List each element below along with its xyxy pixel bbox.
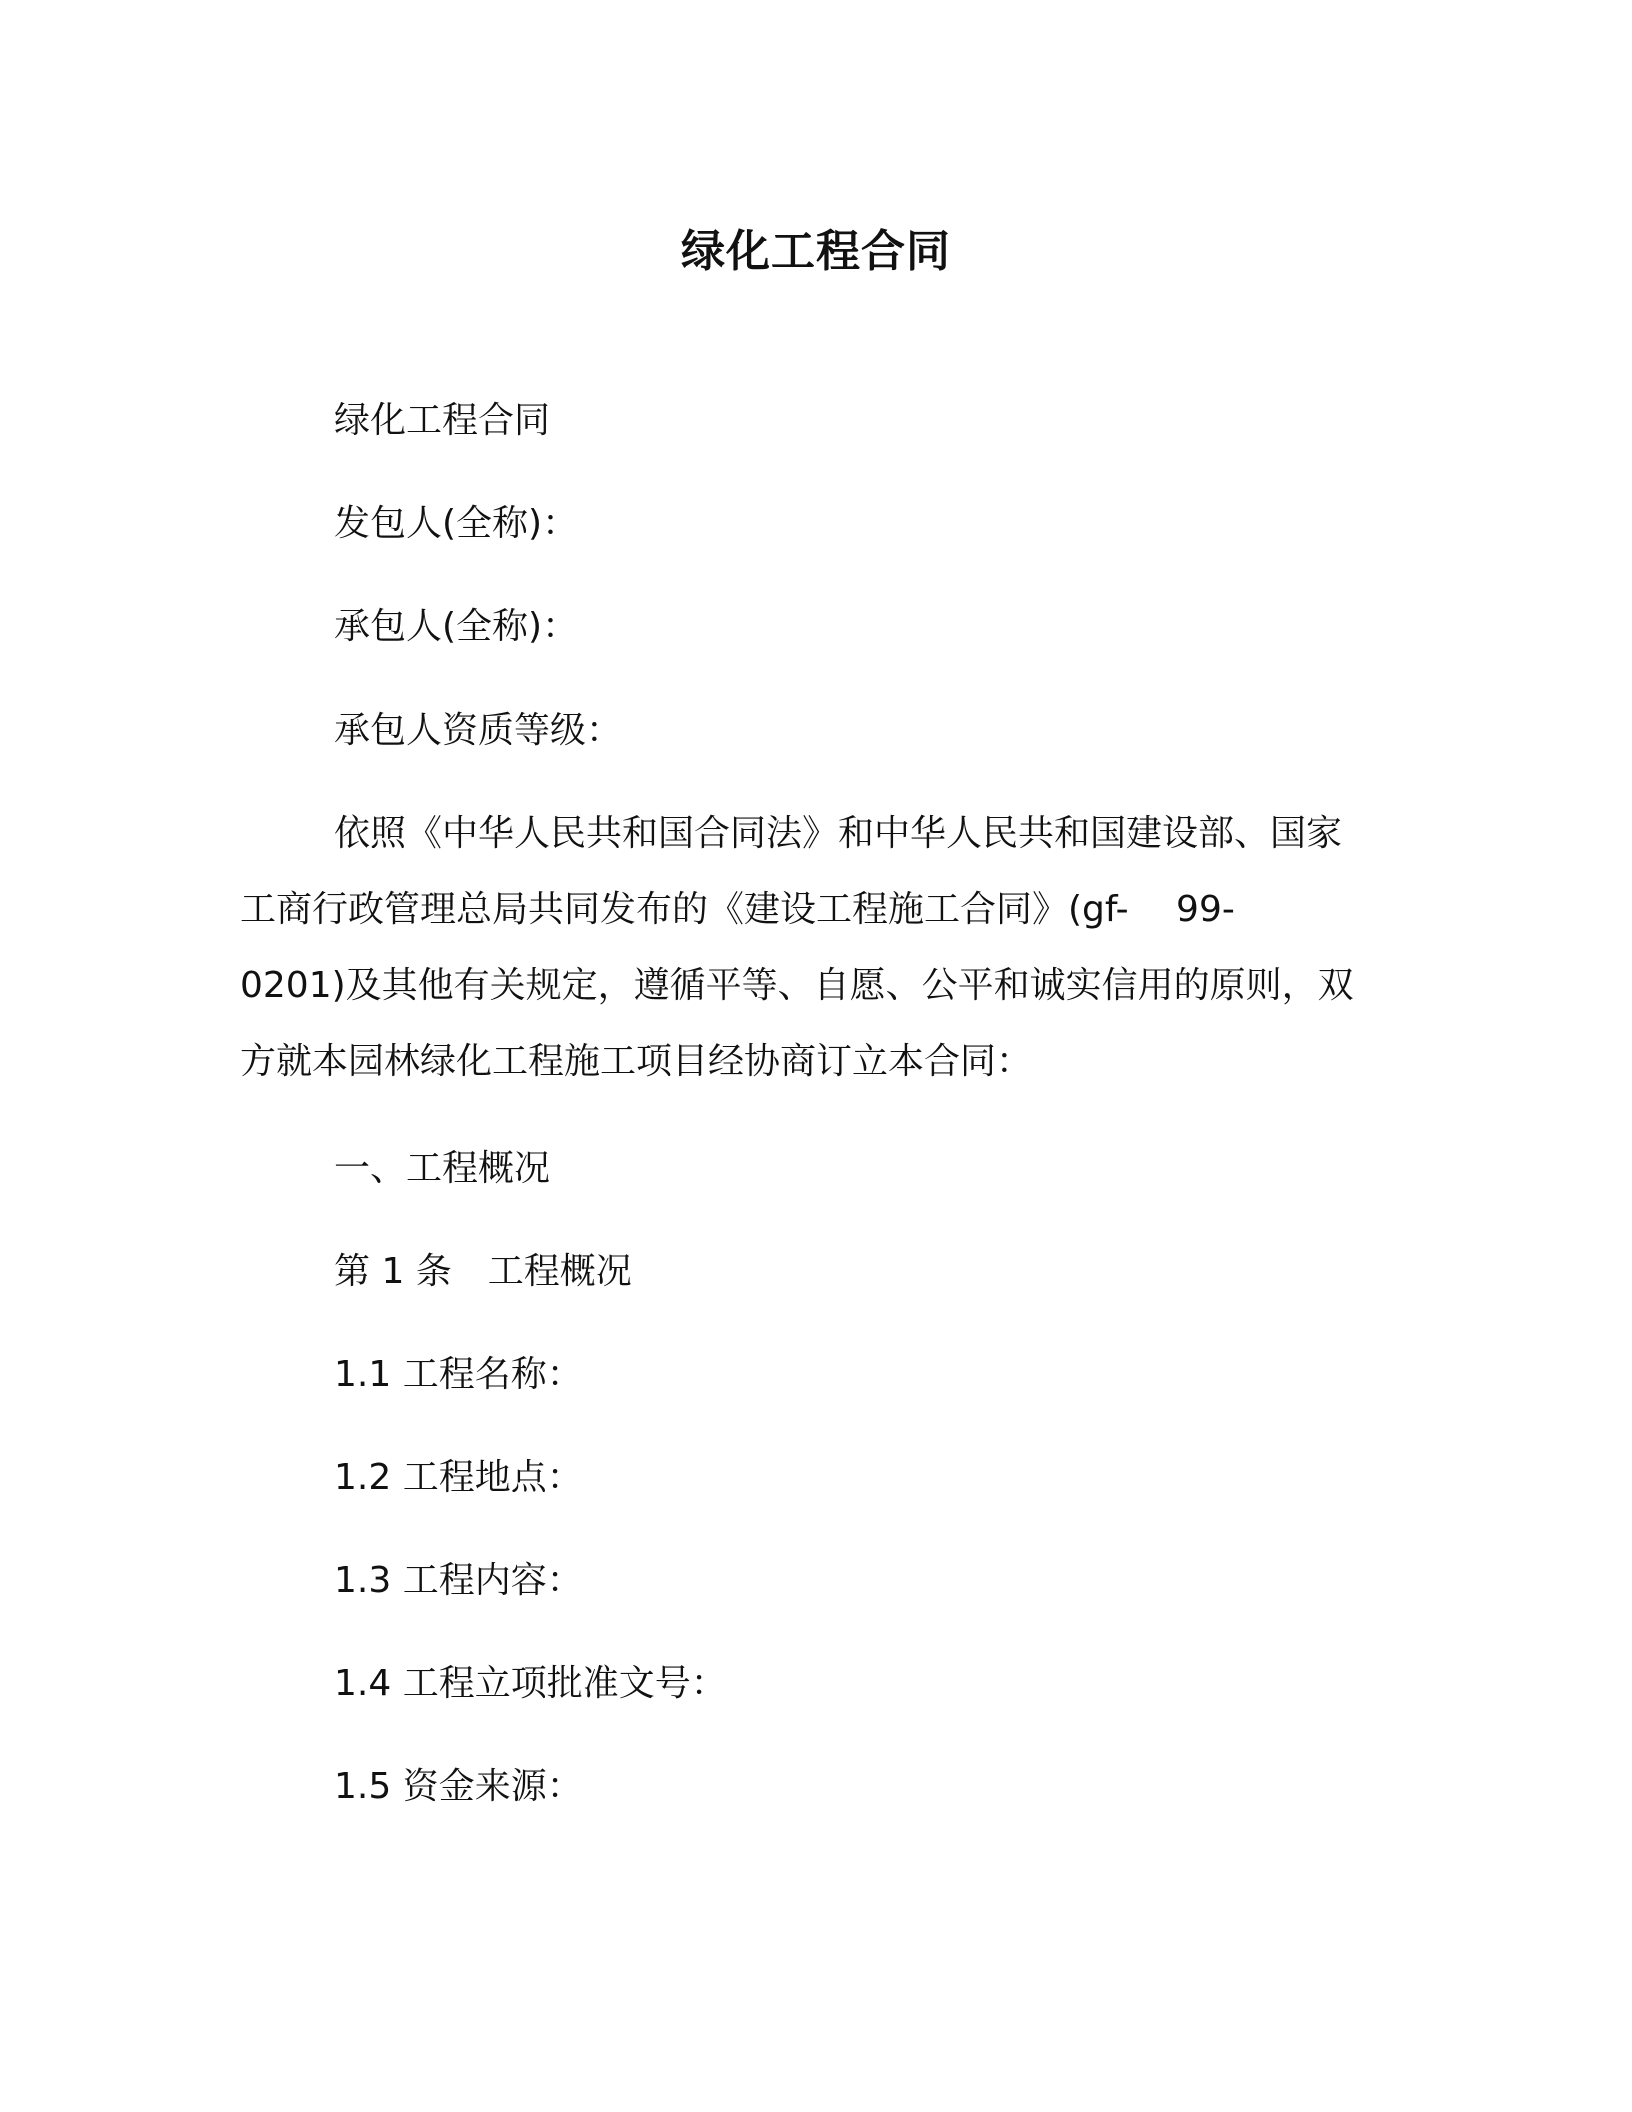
item-approval-number: 1.4 工程立项批准文号： [334,1663,727,1704]
intro-line-1: 依照《中华人民共和国合同法》和中华人民共和国建设部、国家 [334,813,1343,854]
qualification-line: 承包人资质等级： [334,710,623,751]
contract-subtitle: 绿化工程合同 [334,400,551,441]
intro-line-4: 方就本园林绿化工程施工项目经协商订立本合同： [240,1041,1033,1082]
item-project-location: 1.2 工程地点： [334,1457,583,1498]
intro-line-2: 工商行政管理总局共同发布的《建设工程施工合同》(gf- 99- [240,889,1235,930]
item-project-name: 1.1 工程名称： [334,1354,583,1395]
employer-line: 发包人(全称)： [334,503,579,544]
intro-line-3: 0201)及其他有关规定，遵循平等、自愿、公平和诚实信用的原则，双 [240,965,1354,1006]
item-project-content: 1.3 工程内容： [334,1560,583,1601]
article-heading: 第 1 条 工程概况 [334,1251,632,1292]
item-funding-source: 1.5 资金来源： [334,1766,583,1807]
contractor-line: 承包人(全称)： [334,606,579,647]
document-title: 绿化工程合同 [681,226,951,277]
intro-paragraph [240,809,1376,1099]
section-heading: 一、工程概况 [334,1148,551,1189]
